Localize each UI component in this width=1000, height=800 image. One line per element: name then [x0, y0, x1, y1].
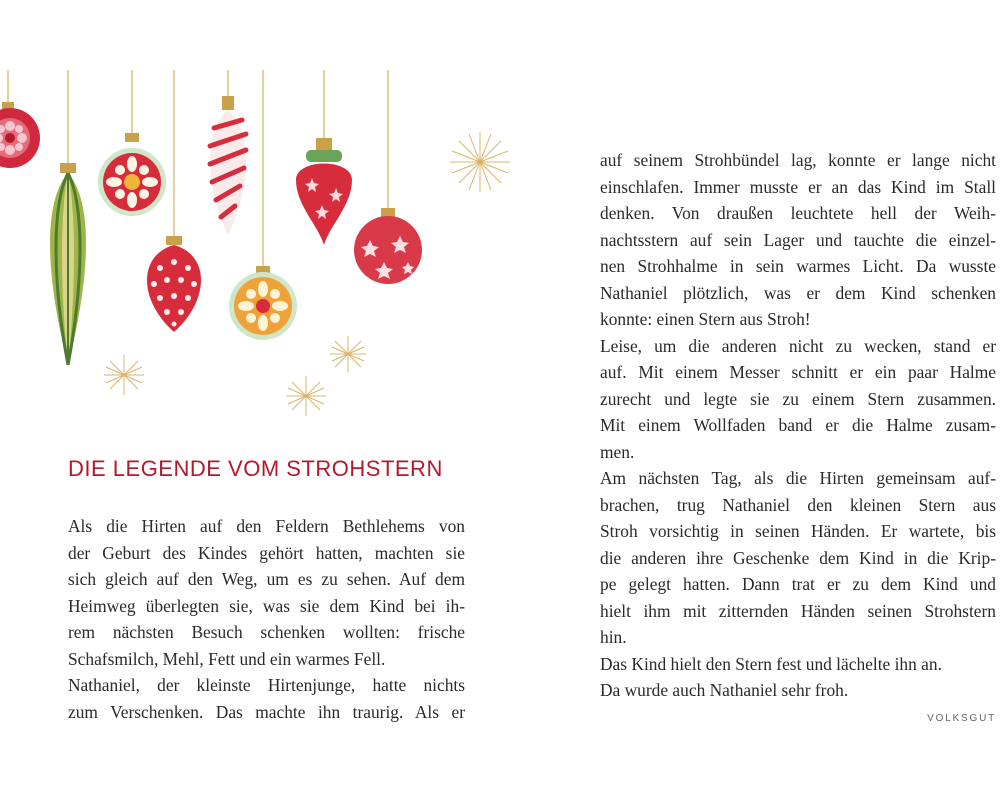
ornament-polka-dot-icon — [147, 236, 201, 332]
text-line: Nathaniel plötzlich, was er dem Kind schenken — [600, 282, 996, 303]
text-column-left — [68, 513, 465, 725]
text-column-right — [600, 147, 996, 704]
text-line: konnte: einen Stern aus Stroh! — [600, 309, 811, 329]
ornament-star-drop-icon — [296, 138, 352, 245]
text-line: rem nächsten Besuch schenken wollten: frische — [68, 622, 465, 642]
text-line: pe gelegt hatten. Dann trat er zu dem Kind und — [600, 574, 996, 594]
text-line: Heimweg überlegten sie, was sie dem Kind bei ih- — [68, 595, 465, 616]
text-line: hielt ihm mit zitternden Händen seinen Strohstern — [600, 600, 996, 621]
text-line: sich gleich auf den Weg, um es zu sehen. Auf dem — [68, 569, 465, 589]
text-line: zurecht und legte sie zu einem Stern zusammen. — [600, 388, 996, 409]
text-line: nen Strohhalme in sein warmes Licht. Da wusste — [600, 256, 996, 276]
text-line: zum Verschenken. Das machte ihn traurig. Als er — [68, 701, 465, 722]
text-line: Da wurde auch Nathaniel sehr froh. — [600, 680, 849, 700]
ornament-candy-stripe-icon — [210, 96, 246, 235]
ornament-green-striped-icon — [50, 163, 86, 365]
text-line: brachen, trug Nathaniel den kleinen Stern aus — [600, 494, 996, 515]
text-line: Mit einem Wollfaden band er die Halme zusam- — [600, 415, 996, 435]
text-line: Als die Hirten auf den Feldern Bethlehems von — [68, 516, 465, 536]
sparkle-icon — [450, 132, 510, 192]
text-line: Nathaniel, der kleinste Hirtenjunge, hatte nichts — [68, 675, 465, 695]
ornament-white-flower-icon — [98, 133, 166, 216]
text-line: denken. Von draußen leuchtete hell der Weih- — [600, 203, 996, 223]
text-line: Schafsmilch, Mehl, Fett und ein warmes Fell. — [68, 648, 386, 669]
text-line: auf seinem Strohbündel lag, konnte er lange nicht — [600, 150, 996, 170]
text-line: Am nächsten Tag, als die Hirten gemeinsam auf- — [600, 468, 996, 488]
text-line: der Geburt des Kindes gehört hatten, machten sie — [68, 542, 465, 563]
ornament-orange-flower-icon — [229, 266, 297, 340]
source-credit: VOLKSGUT — [927, 713, 996, 724]
text-line: men. — [600, 441, 635, 462]
text-line: Das Kind hielt den Stern fest und lächelte ihn an. — [600, 653, 942, 674]
text-line: hin. — [600, 627, 627, 647]
text-line: nachtsstern auf sein Lager und tauchte die einzel- — [600, 229, 996, 250]
ornament-star-ball-icon — [354, 208, 422, 284]
sparkle-icon — [330, 336, 366, 372]
page-title: DIE LEGENDE VOM STROHSTERN — [68, 456, 443, 481]
ornaments-illustration — [0, 0, 520, 430]
text-line: Stroh vorsichtig in seinen Händen. Er wartete, bis — [600, 521, 996, 541]
text-line: einschlafen. Immer musste er an das Kind im Stall — [600, 176, 996, 197]
ornament-red-flower-icon — [0, 102, 40, 168]
text-line: auf. Mit einem Messer schnitt er ein paar Halme — [600, 362, 996, 382]
text-line: Leise, um die anderen nicht zu wecken, stand er — [600, 335, 996, 356]
text-line: die anderen ihre Geschenke dem Kind in die Krip- — [600, 547, 996, 568]
sparkle-icon — [286, 376, 326, 416]
sparkle-icon — [104, 355, 144, 395]
